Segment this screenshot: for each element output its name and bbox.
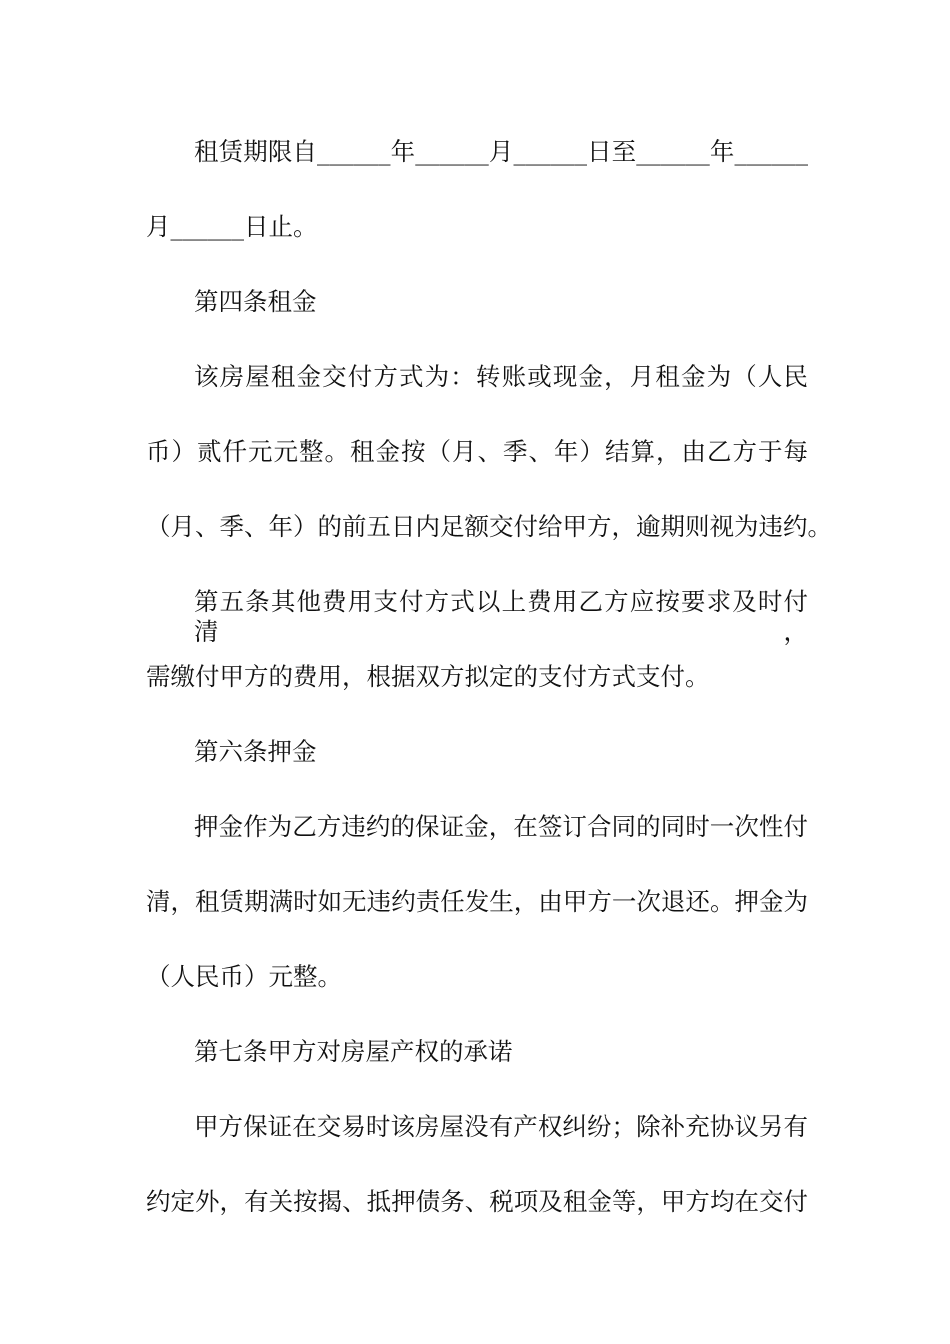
- article-6-line-3: （人民币）元整。: [146, 962, 342, 991]
- article-6-line-1: 押金作为乙方违约的保证金，在签订合同的同时一次性付: [194, 812, 808, 841]
- lease-term-line-1: 租赁期限自______年______月______日至______年______: [194, 137, 808, 166]
- article-4-line-1: 该房屋租金交付方式为：转账或现金，月租金为（人民: [194, 362, 808, 391]
- article-7-line-2: 约定外，有关按揭、抵押债务、税项及租金等，甲方均在交付: [146, 1187, 808, 1216]
- article-4-line-3: （月、季、年）的前五日内足额交付给甲方，逾期则视为违约。: [146, 512, 832, 541]
- article-6-heading: 第六条押金: [194, 737, 317, 766]
- article-7-line-1: 甲方保证在交易时该房屋没有产权纠纷；除补充协议另有: [194, 1112, 808, 1141]
- article-6-line-2: 清，租赁期满时如无违约责任发生，由甲方一次退还。押金为: [146, 887, 808, 916]
- article-4-line-2: 币）贰仟元元整。租金按（月、季、年）结算，由乙方于每: [146, 437, 808, 466]
- article-4-heading: 第四条租金: [194, 287, 317, 316]
- article-5-line-2: 需缴付甲方的费用，根据双方拟定的支付方式支付。: [146, 662, 710, 691]
- article-5-line-1: 第五条其他费用支付方式以上费用乙方应按要求及时付清，: [194, 587, 808, 646]
- lease-term-line-2: 月______日止。: [146, 212, 318, 241]
- article-7-heading: 第七条甲方对房屋产权的承诺: [194, 1037, 513, 1066]
